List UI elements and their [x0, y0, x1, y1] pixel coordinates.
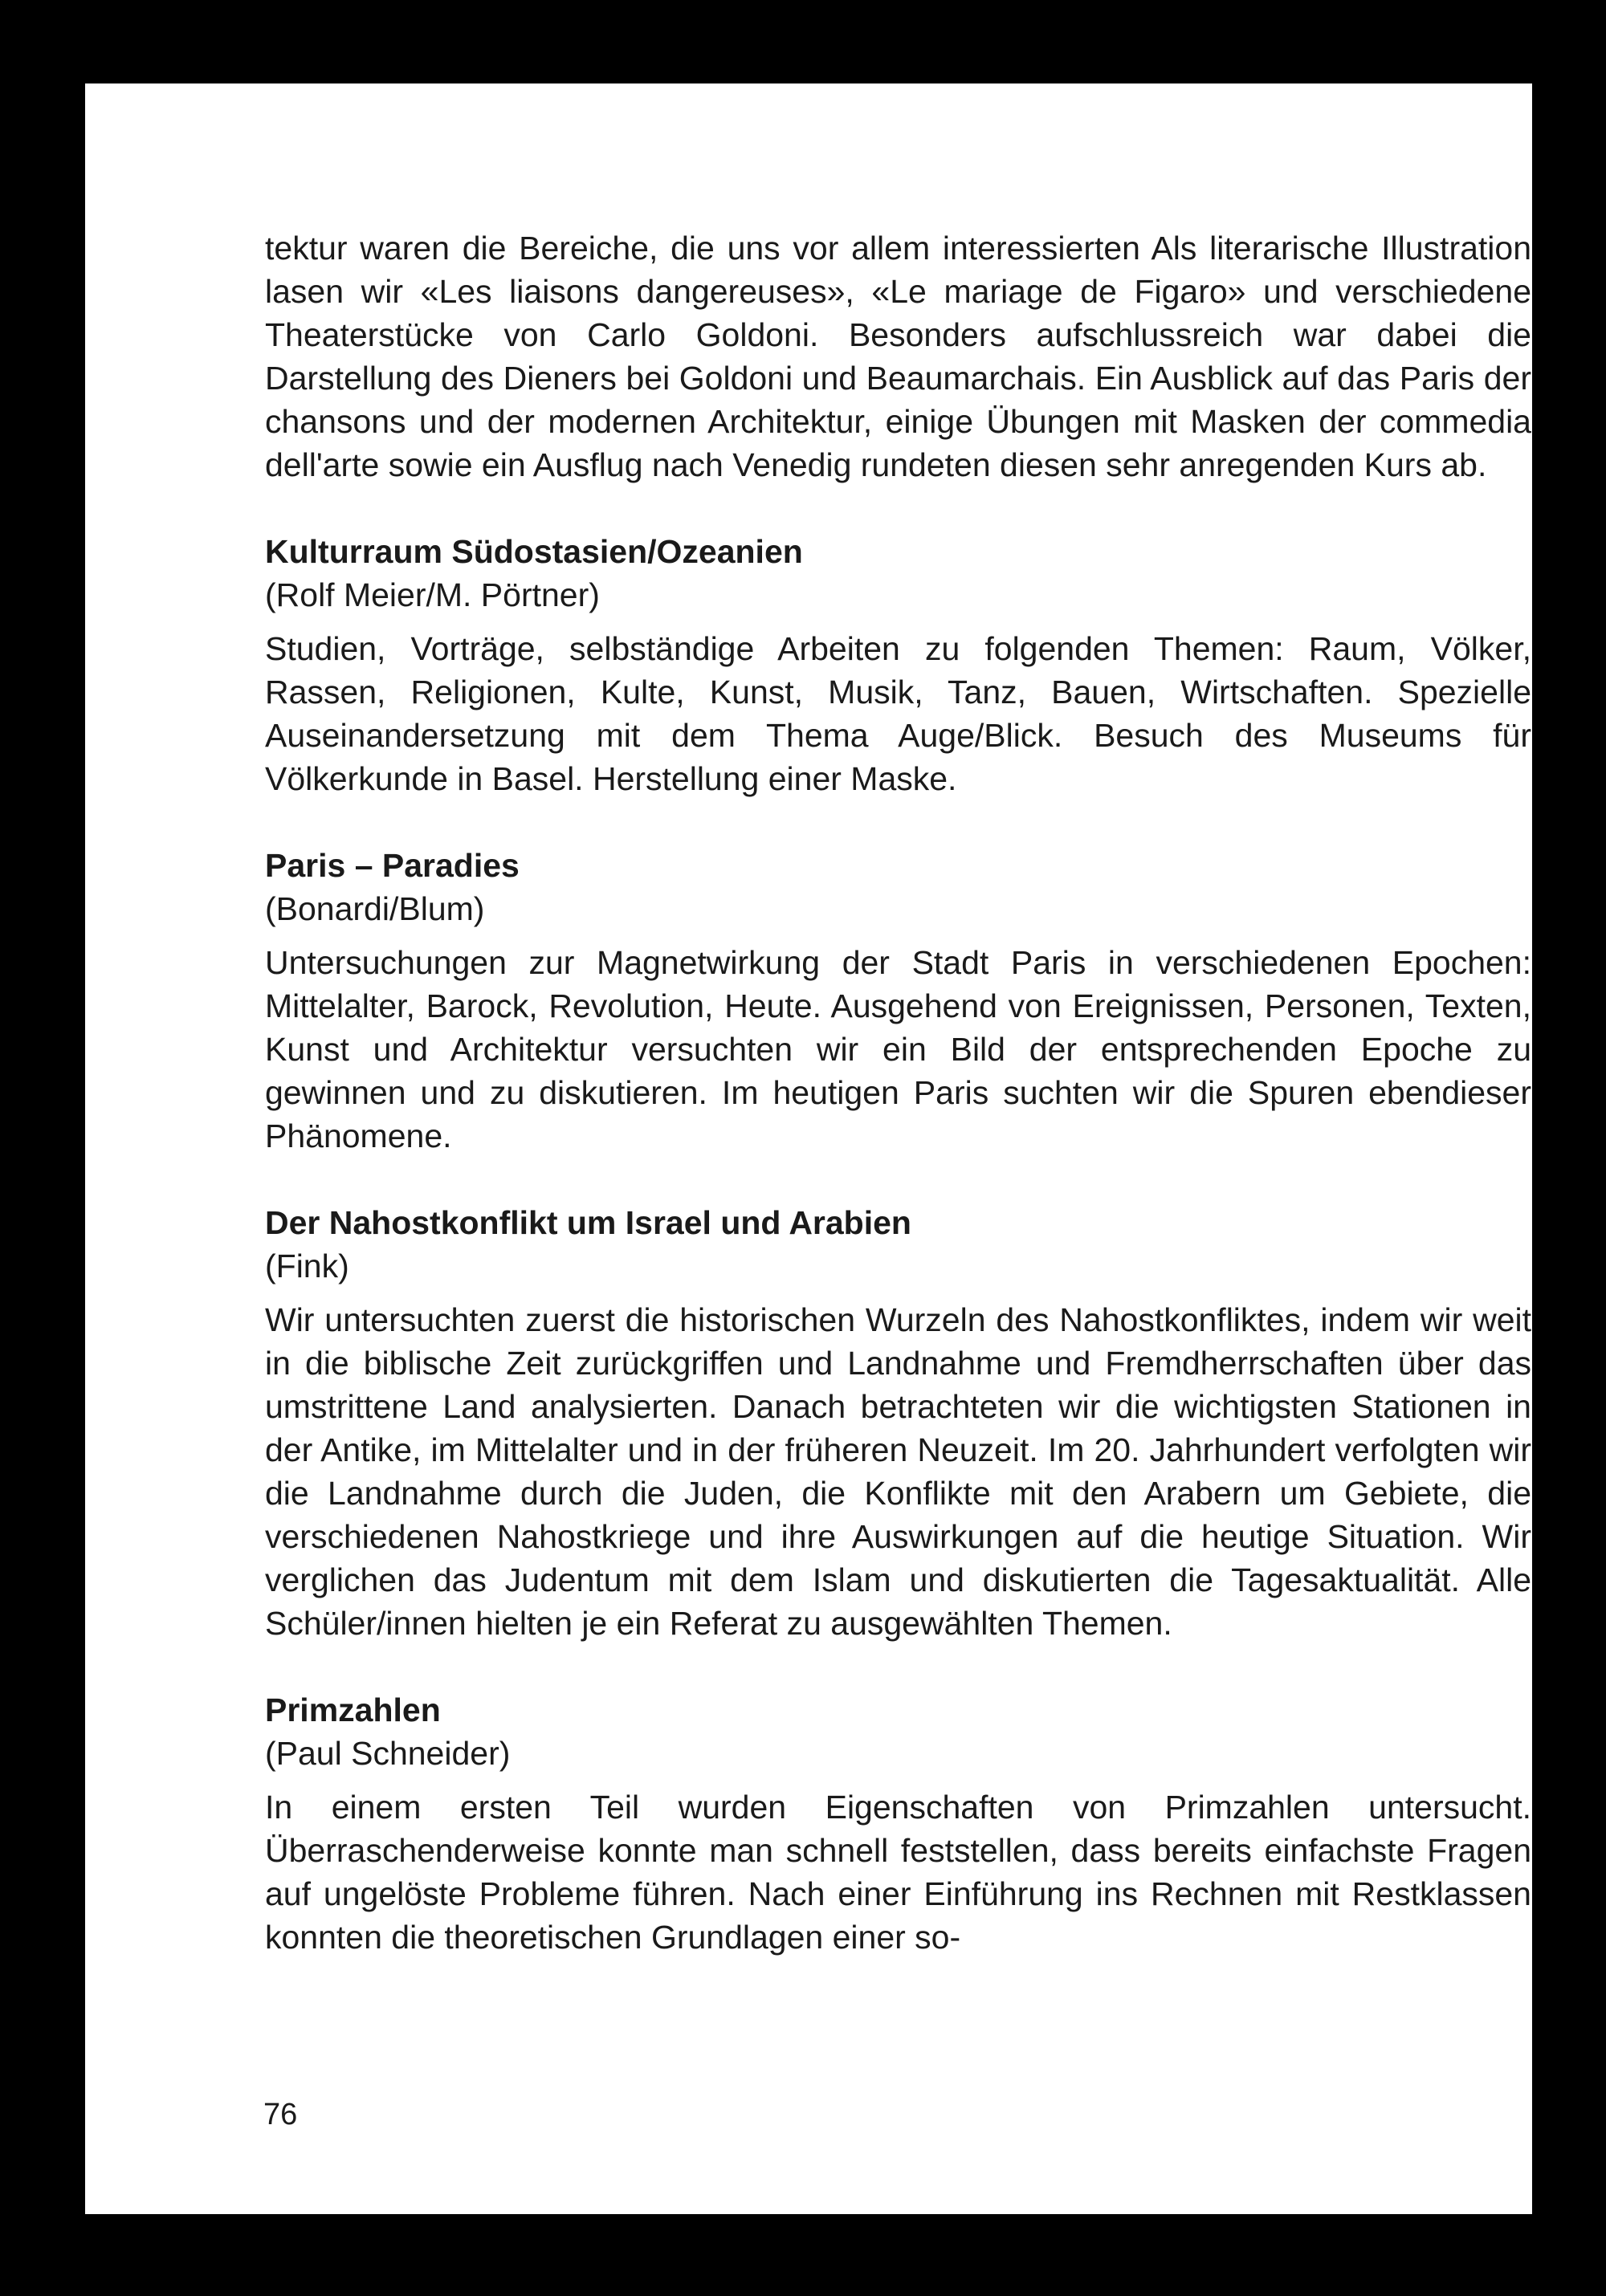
section-body: Studien, Vorträge, selbständige Arbeiten zu folgenden Themen: Raum, Völker, Rassen, Religionen, Kulte, Kunst, Musik, Tanz, Bauen, Wirtschaften. Spezielle Auseinandersetzung mit dem Thema Auge/Blick. Besuch des Museums für Völkerkunde in Basel. Herstellung einer Maske. — [265, 630, 1531, 797]
section-body: In einem ersten Teil wurden Eigenschaften von Primzahlen untersucht. Überraschenderweise konnte man schnell feststellen, dass bereits einfachste Fragen auf ungelöste Probleme führen. Nach einer Einführung ins Rechnen mit Restklassen konnten die theoretischen Grundlagen einer so- — [265, 1789, 1531, 1956]
section-title: Der Nahostkonflikt um Israel und Arabien — [265, 1204, 911, 1241]
section-title: Primzahlen — [265, 1691, 441, 1728]
section-kulturraum — [265, 530, 1531, 800]
document-page — [85, 83, 1532, 2214]
section-body: Untersuchungen zur Magnetwirkung der Stadt Paris in verschiedenen Epochen: Mittelalter, Barock, Revolution, Heute. Ausgehend von Ereignissen, Personen, Texten, Kunst und Architektur versuchten wir ein Bild der entsprechenden Epoche zu gewinnen und zu diskutieren. Im heutigen Paris suchten wir die Spuren ebendieser Phänomene. — [265, 944, 1531, 1154]
section-authors: (Fink) — [265, 1248, 349, 1284]
section-body: Wir untersuchten zuerst die historischen Wurzeln des Nahostkonfliktes, indem wir weit in die biblische Zeit zurückgriffen und Landnahme und Fremdherrschaften über das umstrittene Land analysierten. Danach betrachteten wir die wichtigsten Stationen in der Antike, im Mittelalter und in der früheren Neuzeit. Im 20. Jahrhundert verfolgten wir die Landnahme durch die Juden, die Konflikte mit den Arabern um Gebiete, die verschiedenen Nahostkriege und ihre Auswirkungen auf die heutige Situation. Wir verglichen das Judentum mit dem Islam und diskutierten die Tagesaktualität. Alle Schüler/innen hielten je ein Referat zu ausgewählten Themen. — [265, 1301, 1531, 1642]
section-nahostkonflikt — [265, 1201, 1531, 1645]
section-primzahlen — [265, 1688, 1531, 1959]
section-authors: (Rolf Meier/M. Pörtner) — [265, 576, 600, 613]
page-content — [265, 226, 1531, 1959]
page-number: 76 — [263, 2098, 298, 2131]
section-authors: (Paul Schneider) — [265, 1735, 511, 1772]
section-paris — [265, 844, 1531, 1158]
section-authors: (Bonardi/Blum) — [265, 890, 485, 927]
section-title: Kulturraum Südostasien/Ozeanien — [265, 533, 803, 570]
section-title: Paris – Paradies — [265, 847, 520, 884]
intro-paragraph: tektur waren die Bereiche, die uns vor allem interessierten Als literarische Illustration lasen wir «Les liaisons dangereuses», «Le mariage de Figaro» und verschiedene Theaterstücke von Carlo Goldoni. Besonders aufschlussreich war dabei die Darstellung des Dieners bei Goldoni und Beaumarchais. Ein Ausblick auf das Paris der chansons und der modernen Architektur, einige Übungen mit Masken der commedia dell'arte sowie ein Ausflug nach Venedig rundeten diesen sehr anregenden Kurs ab. — [265, 230, 1531, 483]
